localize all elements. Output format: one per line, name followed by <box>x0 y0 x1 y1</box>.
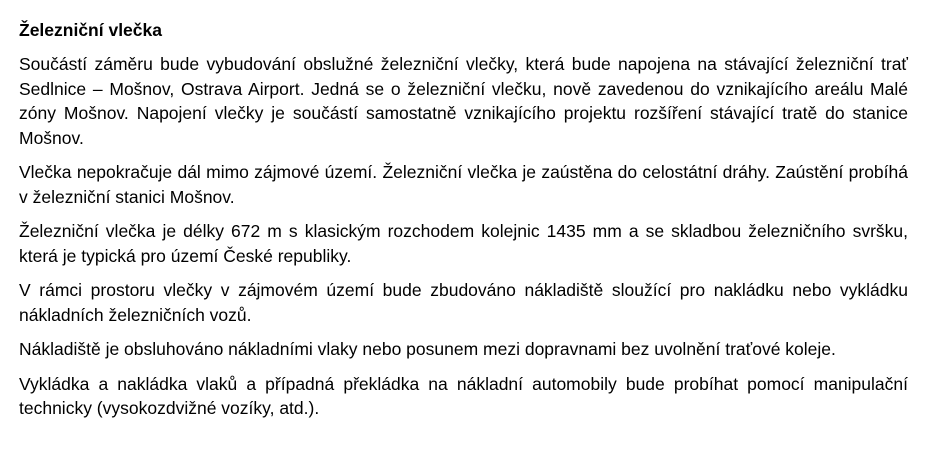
paragraph-railway-siding-intro: Součástí záměru bude vybudování obslužné železniční vlečky, která bude napojena na stávající železniční trať Sedlnice – Mošnov, Ostrava Airport. Jedná se o železniční vlečku, nově zavedenou do vznikajícího areálu Malé zóny Mošnov. Napojení vlečky je součástí samostatně vznikajícího projektu rozšíření stávající tratě do stanice Mošnov. <box>19 54 908 148</box>
paragraph-unloading-equipment: Vykládka a nakládka vlaků a případná překládka na nákladní automobily bude probíhat pomocí manipulační technicky (vysokozdvižné vozíky, atd.). <box>19 373 908 418</box>
document-body <box>19 18 908 431</box>
paragraph-loading-service: Nákladiště je obsluhováno nákladními vlaky nebo posunem mezi dopravnami bez uvolnění traťové koleje. <box>19 339 836 359</box>
section-heading: Železniční vlečka <box>19 20 162 40</box>
paragraph-loading-area: V rámci prostoru vlečky v zájmovém území bude zbudováno nákladiště sloužící pro nakládku nebo vykládku nákladních železničních vozů. <box>19 280 908 325</box>
paragraph-siding-connection: Vlečka nepokračuje dál mimo zájmové území. Železniční vlečka je zaústěna do celostátní dráhy. Zaústění probíhá v železniční stanici Mošnov. <box>19 162 908 207</box>
paragraph-siding-length: Železniční vlečka je délky 672 m s klasickým rozchodem kolejnic 1435 mm a se skladbou železničního svršku, která je typická pro území České republiky. <box>19 221 908 266</box>
